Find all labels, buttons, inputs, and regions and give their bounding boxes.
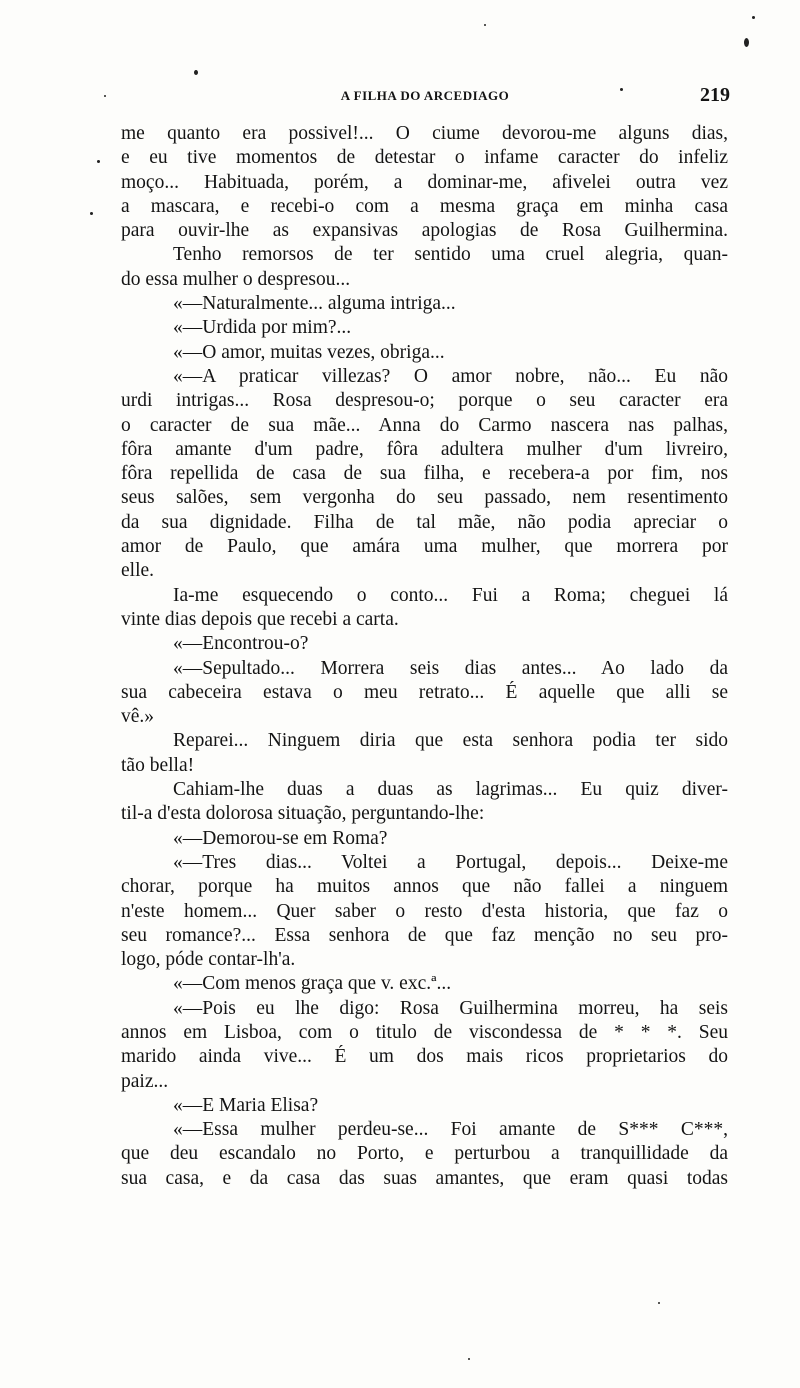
text-line: para ouvir-lhe as expansivas apologias de Rosa Guilhermina. — [121, 220, 728, 242]
scan-speck — [90, 212, 93, 215]
text-line: «—Encontrou-o? — [173, 633, 309, 655]
scan-speck — [484, 24, 486, 26]
text-line: que deu escandalo no Porto, e perturbou a tranquillidade da — [121, 1143, 728, 1165]
running-head — [120, 84, 730, 112]
scan-speck — [752, 16, 755, 19]
text-line: «—E Maria Elisa? — [173, 1094, 319, 1116]
text-line: til-a d'esta dolorosa situação, perguntando-lhe: — [121, 803, 485, 825]
text-line: a mascara, e recebi-o com a mesma graça em minha casa — [121, 195, 728, 217]
text-line: vinte dias depois que recebi a carta. — [121, 608, 399, 630]
text-line: «—Essa mulher perdeu-se... Foi amante de S*** C***, — [173, 1119, 728, 1141]
text-line: «—Sepultado... Morrera seis dias antes... Ao lado da — [173, 657, 728, 679]
text-line: seus salões, sem vergonha do seu passado, nem resentimento — [121, 487, 728, 509]
body-text — [121, 122, 728, 1191]
text-line: tão bella! — [121, 754, 195, 776]
text-line: Reparei... Ninguem diria que esta senhora podia ter sido — [173, 730, 728, 752]
text-line: e eu tive momentos de detestar o infame caracter do infeliz — [121, 147, 728, 169]
text-line: «—Tres dias... Voltei a Portugal, depois... Deixe-me — [173, 851, 728, 873]
text-line: «—O amor, muitas vezes, obriga... — [173, 341, 445, 363]
text-line: «—Demorou-se em Roma? — [173, 827, 388, 849]
scan-speck — [104, 95, 106, 97]
text-line: me quanto era possivel!... O ciume devorou-me alguns dias, — [121, 123, 728, 144]
text-line: «—Pois eu lhe digo: Rosa Guilhermina morreu, ha seis — [173, 997, 728, 1019]
text-line: chorar, porque ha muitos annos que não fallei a ninguem — [121, 876, 728, 898]
scan-speck — [658, 1302, 660, 1304]
text-line: n'este homem... Quer saber o resto d'esta historia, que faz o — [121, 900, 728, 922]
text-line: Tenho remorsos de ter sentido uma cruel alegria, quan- — [173, 244, 728, 266]
text-line: annos em Lisboa, com o titulo de viscondessa de * * *. Seu — [121, 1021, 728, 1043]
text-line: moço... Habituada, porém, a dominar-me, afivelei outra vez — [121, 171, 728, 193]
running-title: A FILHA DO ARCEDIAGO — [340, 88, 510, 103]
text-line: vê.» — [121, 706, 155, 728]
scan-speck — [744, 38, 749, 47]
scan-speck — [468, 1358, 470, 1360]
text-line: «—Com menos graça que v. exc.ª... — [173, 973, 452, 995]
text-line: o caracter de sua mãe... Anna do Carmo nascera nas palhas, — [121, 414, 728, 436]
text-line: Ia-me esquecendo o conto... Fui a Roma; cheguei lá — [173, 584, 728, 606]
scan-speck — [620, 88, 623, 91]
text-line: paiz... — [121, 1070, 169, 1092]
text-line: fôra repellida de casa de sua filha, e recebera-a por fim, nos — [121, 463, 728, 485]
text-line: marido ainda vive... É um dos mais ricos proprietarios do — [121, 1046, 728, 1068]
text-line: do essa mulher o despresou... — [121, 268, 351, 290]
text-line: «—Naturalmente... alguma intriga... — [173, 293, 456, 315]
text-line: elle. — [121, 560, 155, 582]
page-number: 219 — [700, 84, 730, 106]
text-line: logo, póde contar-lh'a. — [121, 949, 296, 971]
text-line: da sua dignidade. Filha de tal mãe, não podia apreciar o — [121, 511, 728, 533]
text-line: seu romance?... Essa senhora de que faz menção no seu pro- — [121, 924, 728, 946]
text-line: Cahiam-lhe duas a duas as lagrimas... Eu quiz diver- — [173, 779, 728, 801]
text-line: urdi intrigas... Rosa despresou-o; porque o seu caracter era — [121, 390, 728, 412]
scan-speck — [194, 70, 198, 75]
text-line: amor de Paulo, que amára uma mulher, que morrera por — [121, 536, 728, 558]
text-line: sua casa, e da casa das suas amantes, que eram quasi todas — [121, 1167, 728, 1189]
text-line: «—Urdida por mim?... — [173, 317, 352, 339]
text-line: sua cabeceira estava o meu retrato... É aquelle que alli se — [121, 681, 728, 703]
text-line: «—A praticar villezas? O amor nobre, não... Eu não — [173, 365, 728, 387]
text-line: fôra amante d'um padre, fôra adultera mulher d'um livreiro, — [121, 438, 728, 460]
scan-speck — [97, 160, 100, 163]
